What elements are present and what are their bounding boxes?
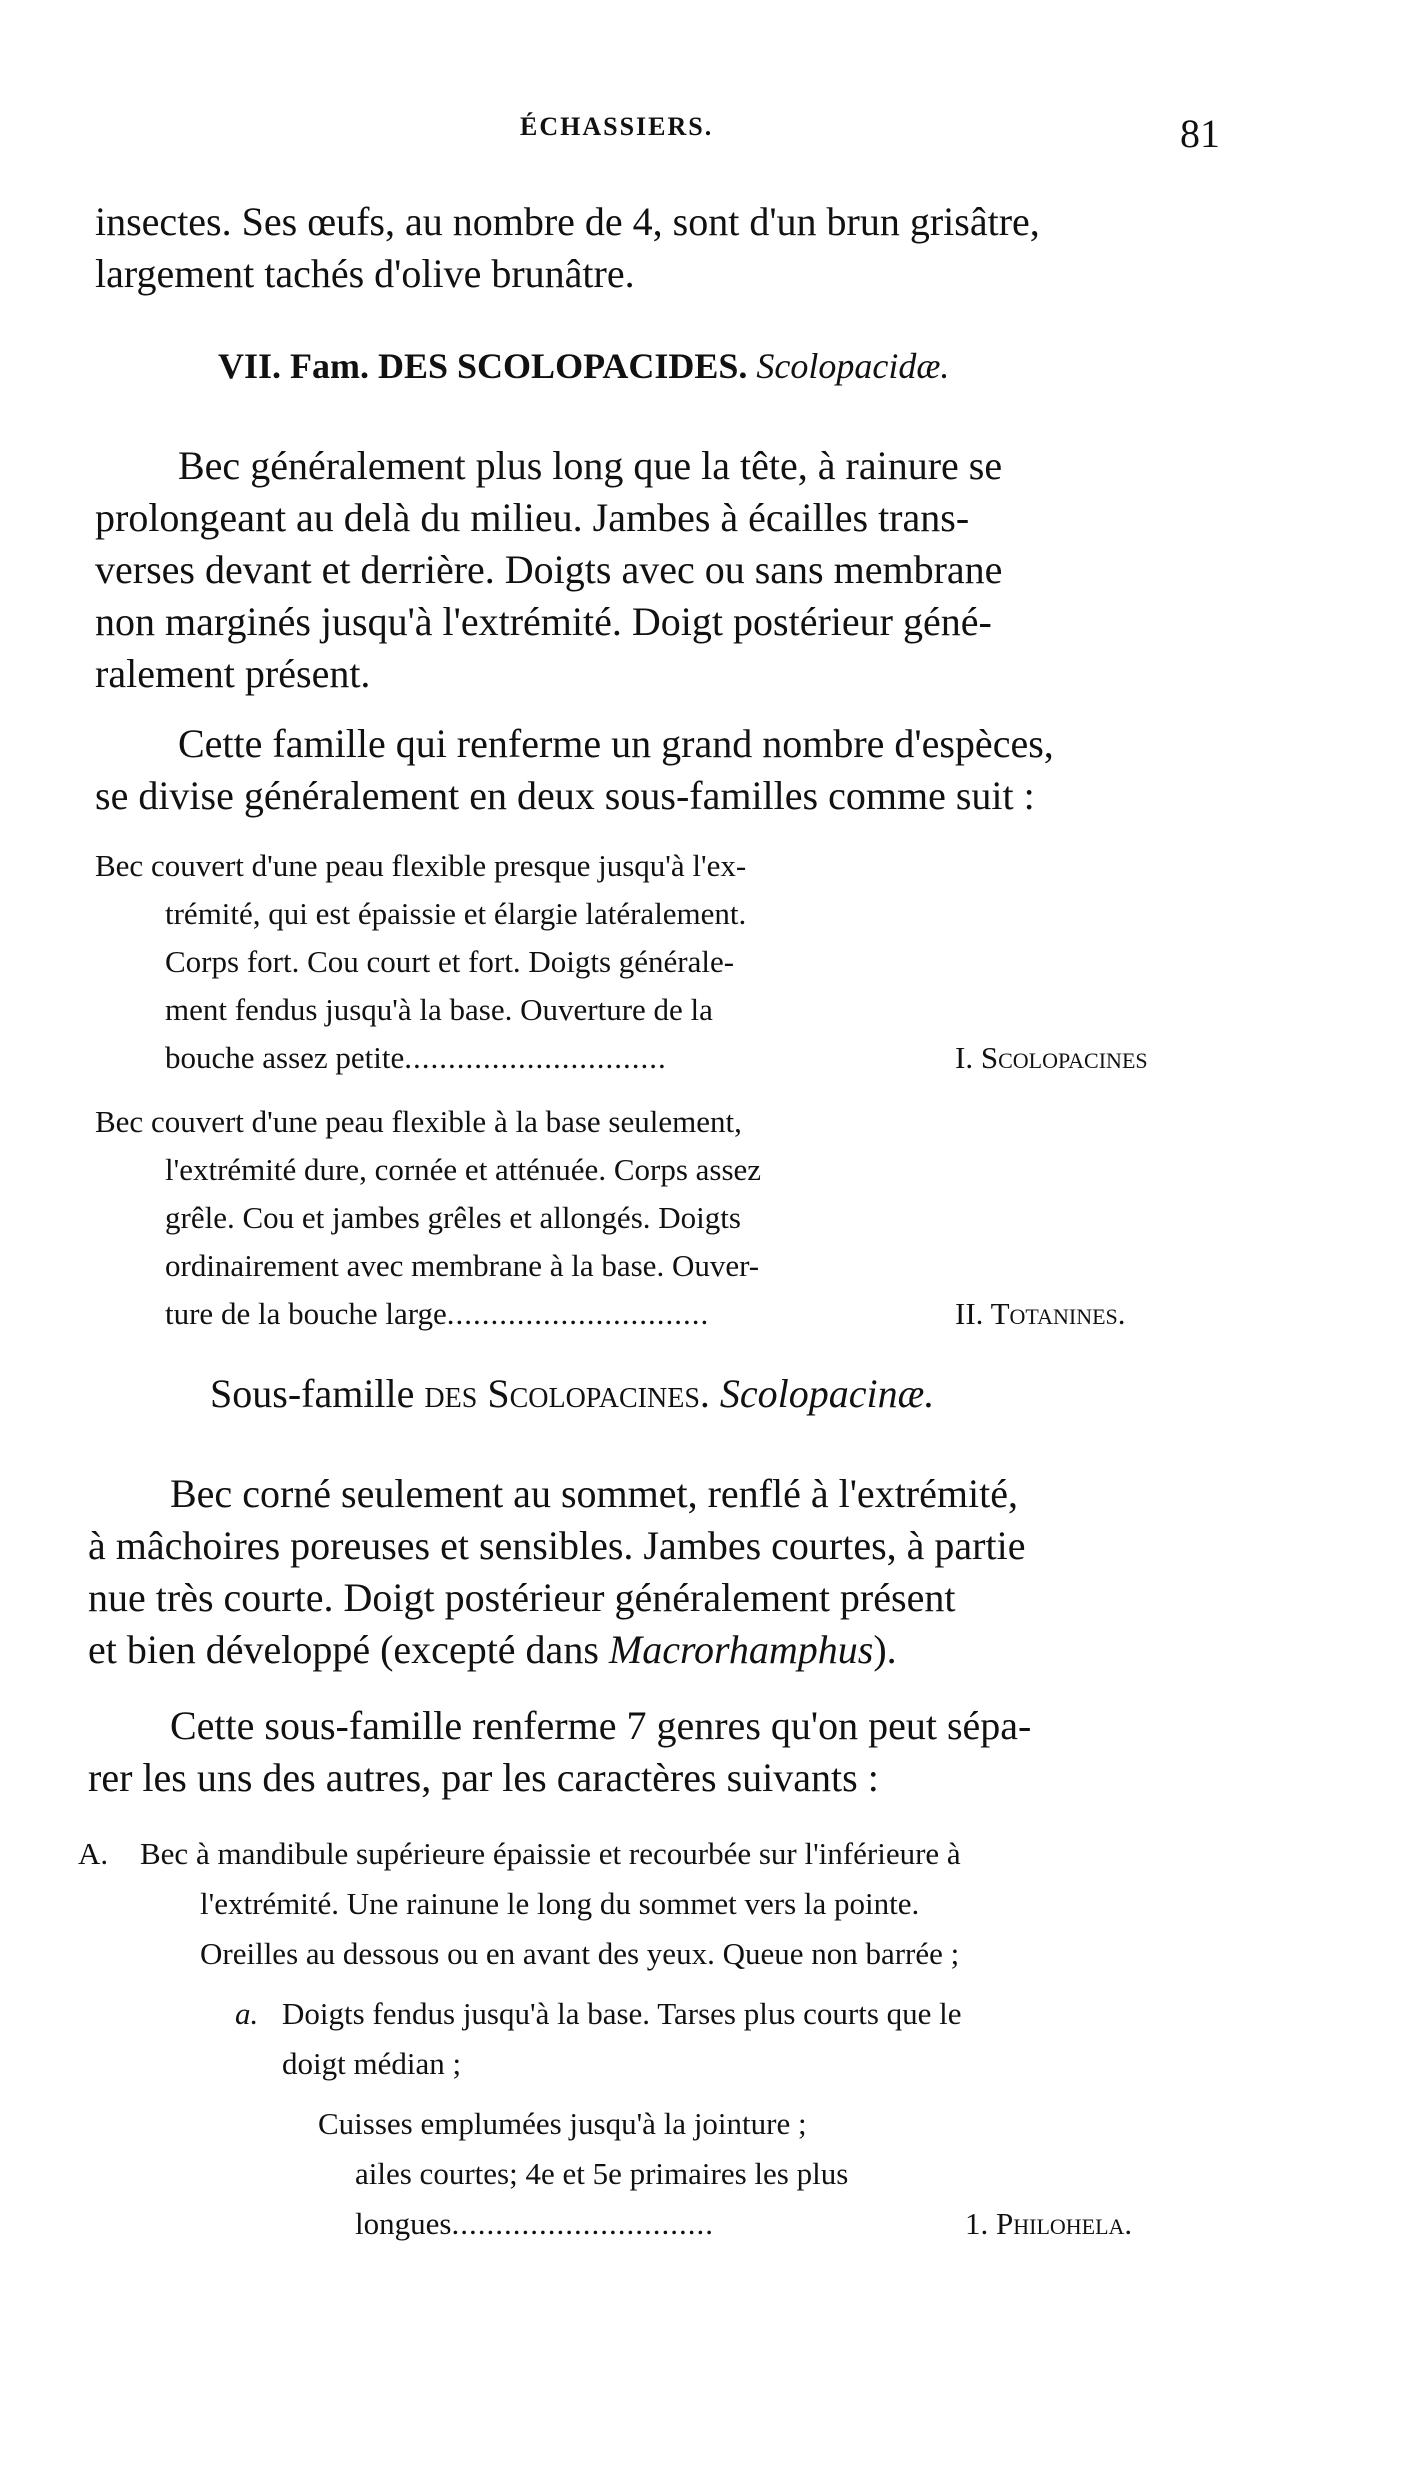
text-line: non marginés jusqu'à l'extrémité. Doigt postérieur géné-: [95, 599, 992, 644]
key-marker: A.: [78, 1836, 109, 1871]
text-line: ailes courtes; 4e et 5e primaires les plus: [355, 2156, 849, 2191]
subfamily-latin-name: Scolopacinæ.: [719, 1371, 935, 1416]
text-line: Bec couvert d'une peau flexible à la base seulement,: [95, 1104, 742, 1139]
key-result: 1. Philohela.: [965, 2206, 1133, 2241]
text-line: Bec généralement plus long que la tête, à rainure se: [178, 443, 1003, 488]
text-line: Bec corné seulement au sommet, renflé à l'extrémité,: [170, 1471, 1018, 1516]
text-line: largement tachés d'olive brunâtre.: [95, 251, 635, 296]
key-text: longues: [355, 2206, 452, 2241]
text-line: à mâchoires poreuses et sensibles. Jambes courtes, à partie: [88, 1523, 1026, 1568]
text-line: [355, 2200, 714, 2248]
family-number: VII. Fam.: [218, 346, 369, 386]
leader-dots: ..............................: [451, 2206, 714, 2241]
text-line: Oreilles au dessous ou en avant des yeux. Queue non barrée ;: [200, 1936, 960, 1971]
text-line: doigt médian ;: [282, 2046, 462, 2081]
text-line: Corps fort. Cou court et fort. Doigts générale-: [165, 944, 735, 979]
page-number: 81: [1180, 111, 1220, 156]
subfamily-heading: [210, 1370, 934, 1417]
text-line: Cuisses emplumées jusqu'à la jointure ;: [318, 2106, 807, 2141]
text-line: ordinairement avec membrane à la base. Ouver-: [165, 1248, 760, 1283]
text-line: ralement présent.: [95, 651, 371, 696]
text-line: [165, 1290, 709, 1338]
key-marker: a.: [235, 1996, 259, 2031]
key-result: II. Totanines.: [955, 1296, 1126, 1331]
key-text: ture de la bouche large: [165, 1296, 447, 1331]
text-line: Bec à mandibule supérieure épaissie et recourbée sur l'inférieure à: [140, 1836, 961, 1871]
text-line: trémité, qui est épaissie et élargie latéralement.: [165, 896, 747, 931]
subfamily-name: des Scolopacines.: [424, 1371, 710, 1416]
family-heading: [218, 345, 949, 387]
text-line: Doigts fendus jusqu'à la base. Tarses plus courts que le: [282, 1996, 962, 2031]
family-name: DES SCOLOPACIDES.: [378, 346, 748, 386]
text-line: se divise généralement en deux sous-familles comme suit :: [95, 773, 1035, 818]
key-text: bouche assez petite: [165, 1040, 405, 1075]
running-title: ÉCHASSIERS.: [520, 112, 714, 141]
text-line: grêle. Cou et jambes grêles et allongés. Doigts: [165, 1200, 741, 1235]
text-line: l'extrémité dure, cornée et atténuée. Corps assez: [165, 1152, 762, 1187]
text-line: verses devant et derrière. Doigts avec ou sans membrane: [95, 547, 1003, 592]
text-line: nue très courte. Doigt postérieur généralement présent: [88, 1575, 956, 1620]
leader-dots: ..............................: [446, 1296, 710, 1331]
leader-dots: ..............................: [404, 1040, 667, 1075]
text-line: et bien développé (excepté dans Macrorhamphus).: [88, 1627, 897, 1672]
text-line: l'extrémité. Une rainune le long du sommet vers la pointe.: [200, 1886, 920, 1921]
text-line: prolongeant au delà du milieu. Jambes à écailles trans-: [95, 495, 970, 540]
text-line: ment fendus jusqu'à la base. Ouverture de la: [165, 992, 713, 1027]
text-line: rer les uns des autres, par les caractères suivants :: [88, 1755, 879, 1800]
key-result: I. Scolopacines: [955, 1040, 1148, 1075]
text-line: Cette sous-famille renferme 7 genres qu'on peut sépa-: [170, 1703, 1032, 1748]
genus-name: Macrorhamphus: [608, 1627, 874, 1672]
text-line: Cette famille qui renferme un grand nombre d'espèces,: [178, 721, 1054, 766]
subfamily-prefix: Sous-famille: [210, 1371, 415, 1416]
text-line: Bec couvert d'une peau flexible presque jusqu'à l'ex-: [95, 848, 747, 883]
family-latin-name: Scolopacidæ.: [756, 346, 950, 386]
text-line: [165, 1034, 667, 1082]
text-line: insectes. Ses œufs, au nombre de 4, sont d'un brun grisâtre,: [95, 199, 1040, 244]
